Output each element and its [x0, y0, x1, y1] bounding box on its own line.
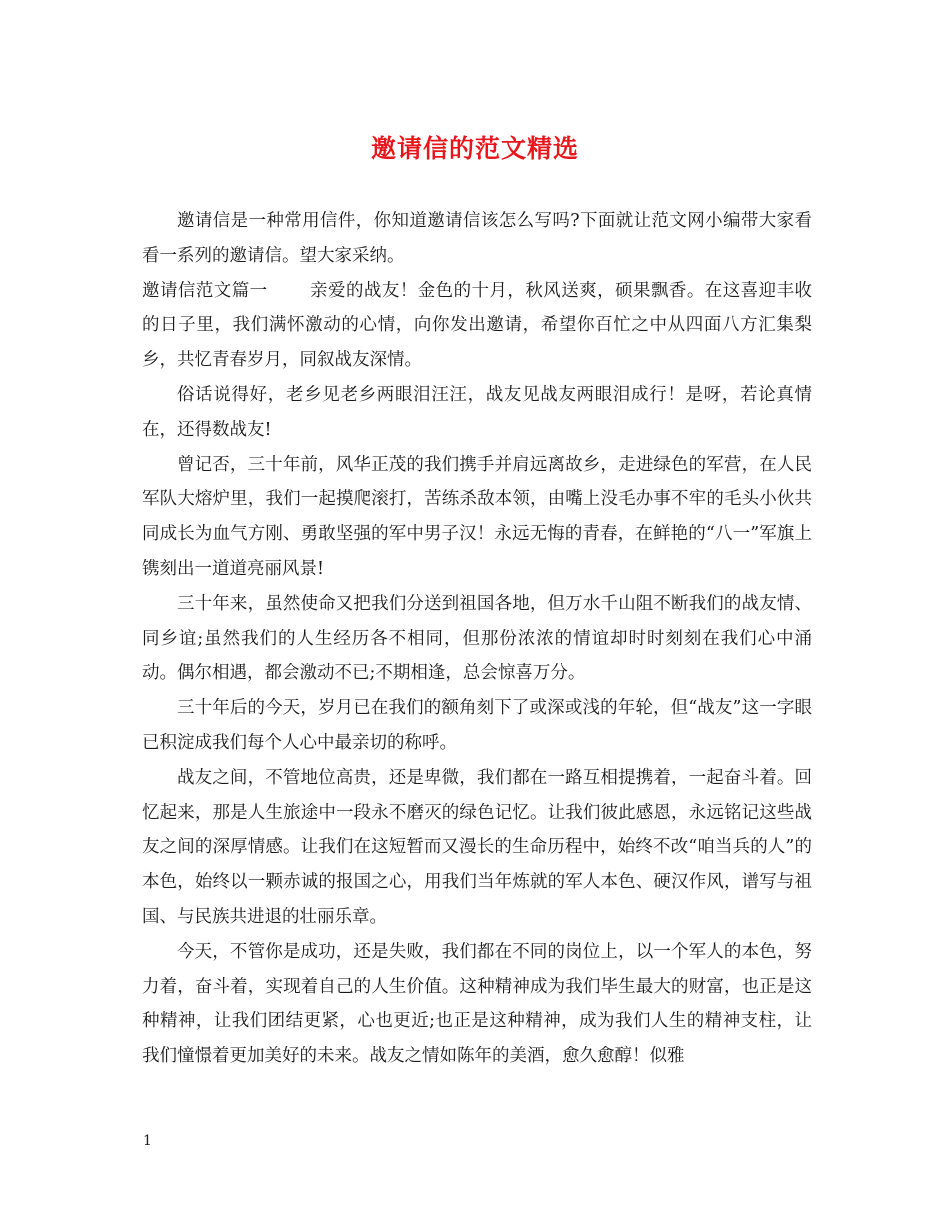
body-paragraph: 三十年来，虽然使命又把我们分送到祖国各地，但万水千山阻不断我们的战友情、同乡谊;虽然我们的人生经历各不相同，但那份浓浓的情谊却时时刻刻在我们心中涌动。偶尔相遇，都会激动不已;不期相逢，总会惊喜万分。 [142, 593, 812, 684]
body-paragraph: 今天，不管你是成功，还是失败，我们都在不同的岗位上，以一个军人的本色，努力着，奋斗着，实现着自己的人生价值。这种精神成为我们毕生最大的财富，也正是这种精神，让我们团结更紧，心也更近;也正是这种精神，成为我们人生的精神支柱，让我们憧憬着更加美好的未来。战友之情如陈年的美酒，愈久愈醇！似雅 [142, 941, 812, 1067]
body-paragraph: 曾记否，三十年前，风华正茂的我们携手并肩远离故乡，走进绿色的军营，在人民军队大熔炉里，我们一起摸爬滚打，苦练杀敌本领，由嘴上没毛办事不牢的毛头小伙共同成长为血气方刚、勇敢坚强的军中男子汉！永远无悔的青春，在鲜艳的“八一”军旗上镌刻出一道道亮丽风景! [142, 454, 812, 579]
section-paragraph [142, 274, 812, 378]
document-body [142, 204, 812, 1074]
document-title: 邀请信的范文精选 [370, 134, 579, 163]
body-paragraph: 俗话说得好，老乡见老乡两眼泪汪汪，战友见战友两眼泪成行！是呀，若论真情在，还得数战友! [142, 384, 812, 440]
page-number: 1 [143, 1133, 152, 1149]
intro-paragraph: 邀请信是一种常用信件，你知道邀请信该怎么写吗?下面就让范文网小编带大家看看一系列的邀请信。望大家采纳。 [142, 211, 812, 266]
body-paragraph: 战友之间，不管地位高贵，还是卑微，我们都在一路互相提携着，一起奋斗着。回忆起来，那是人生旅途中一段永不磨灭的绿色记忆。让我们彼此感恩，永远铭记这些战友之间的深厚情感。让我们在这短暂而又漫长的生命历程中，始终不改“咱当兵的人”的本色，始终以一颗赤诚的报国之心，用我们当年炼就的军人本色、硬汉作风，谱写与祖国、与民族共进退的壮丽乐章。 [142, 767, 812, 927]
section-label: 邀请信范文篇一 [142, 280, 268, 301]
body-paragraph: 三十年后的今天，岁月已在我们的额角刻下了或深或浅的年轮，但“战友”这一字眼已积淀成我们每个人心中最亲切的称呼。 [142, 698, 812, 753]
section-text: 亲爱的战友！金色的十月，秋风送爽，硕果飘香。在这喜迎丰收的日子里，我们满怀激动的心情，向你发出邀请，希望你百忙之中从四面八方汇集梨乡，共忆青春岁月，同叙战友深情。 [142, 280, 813, 371]
